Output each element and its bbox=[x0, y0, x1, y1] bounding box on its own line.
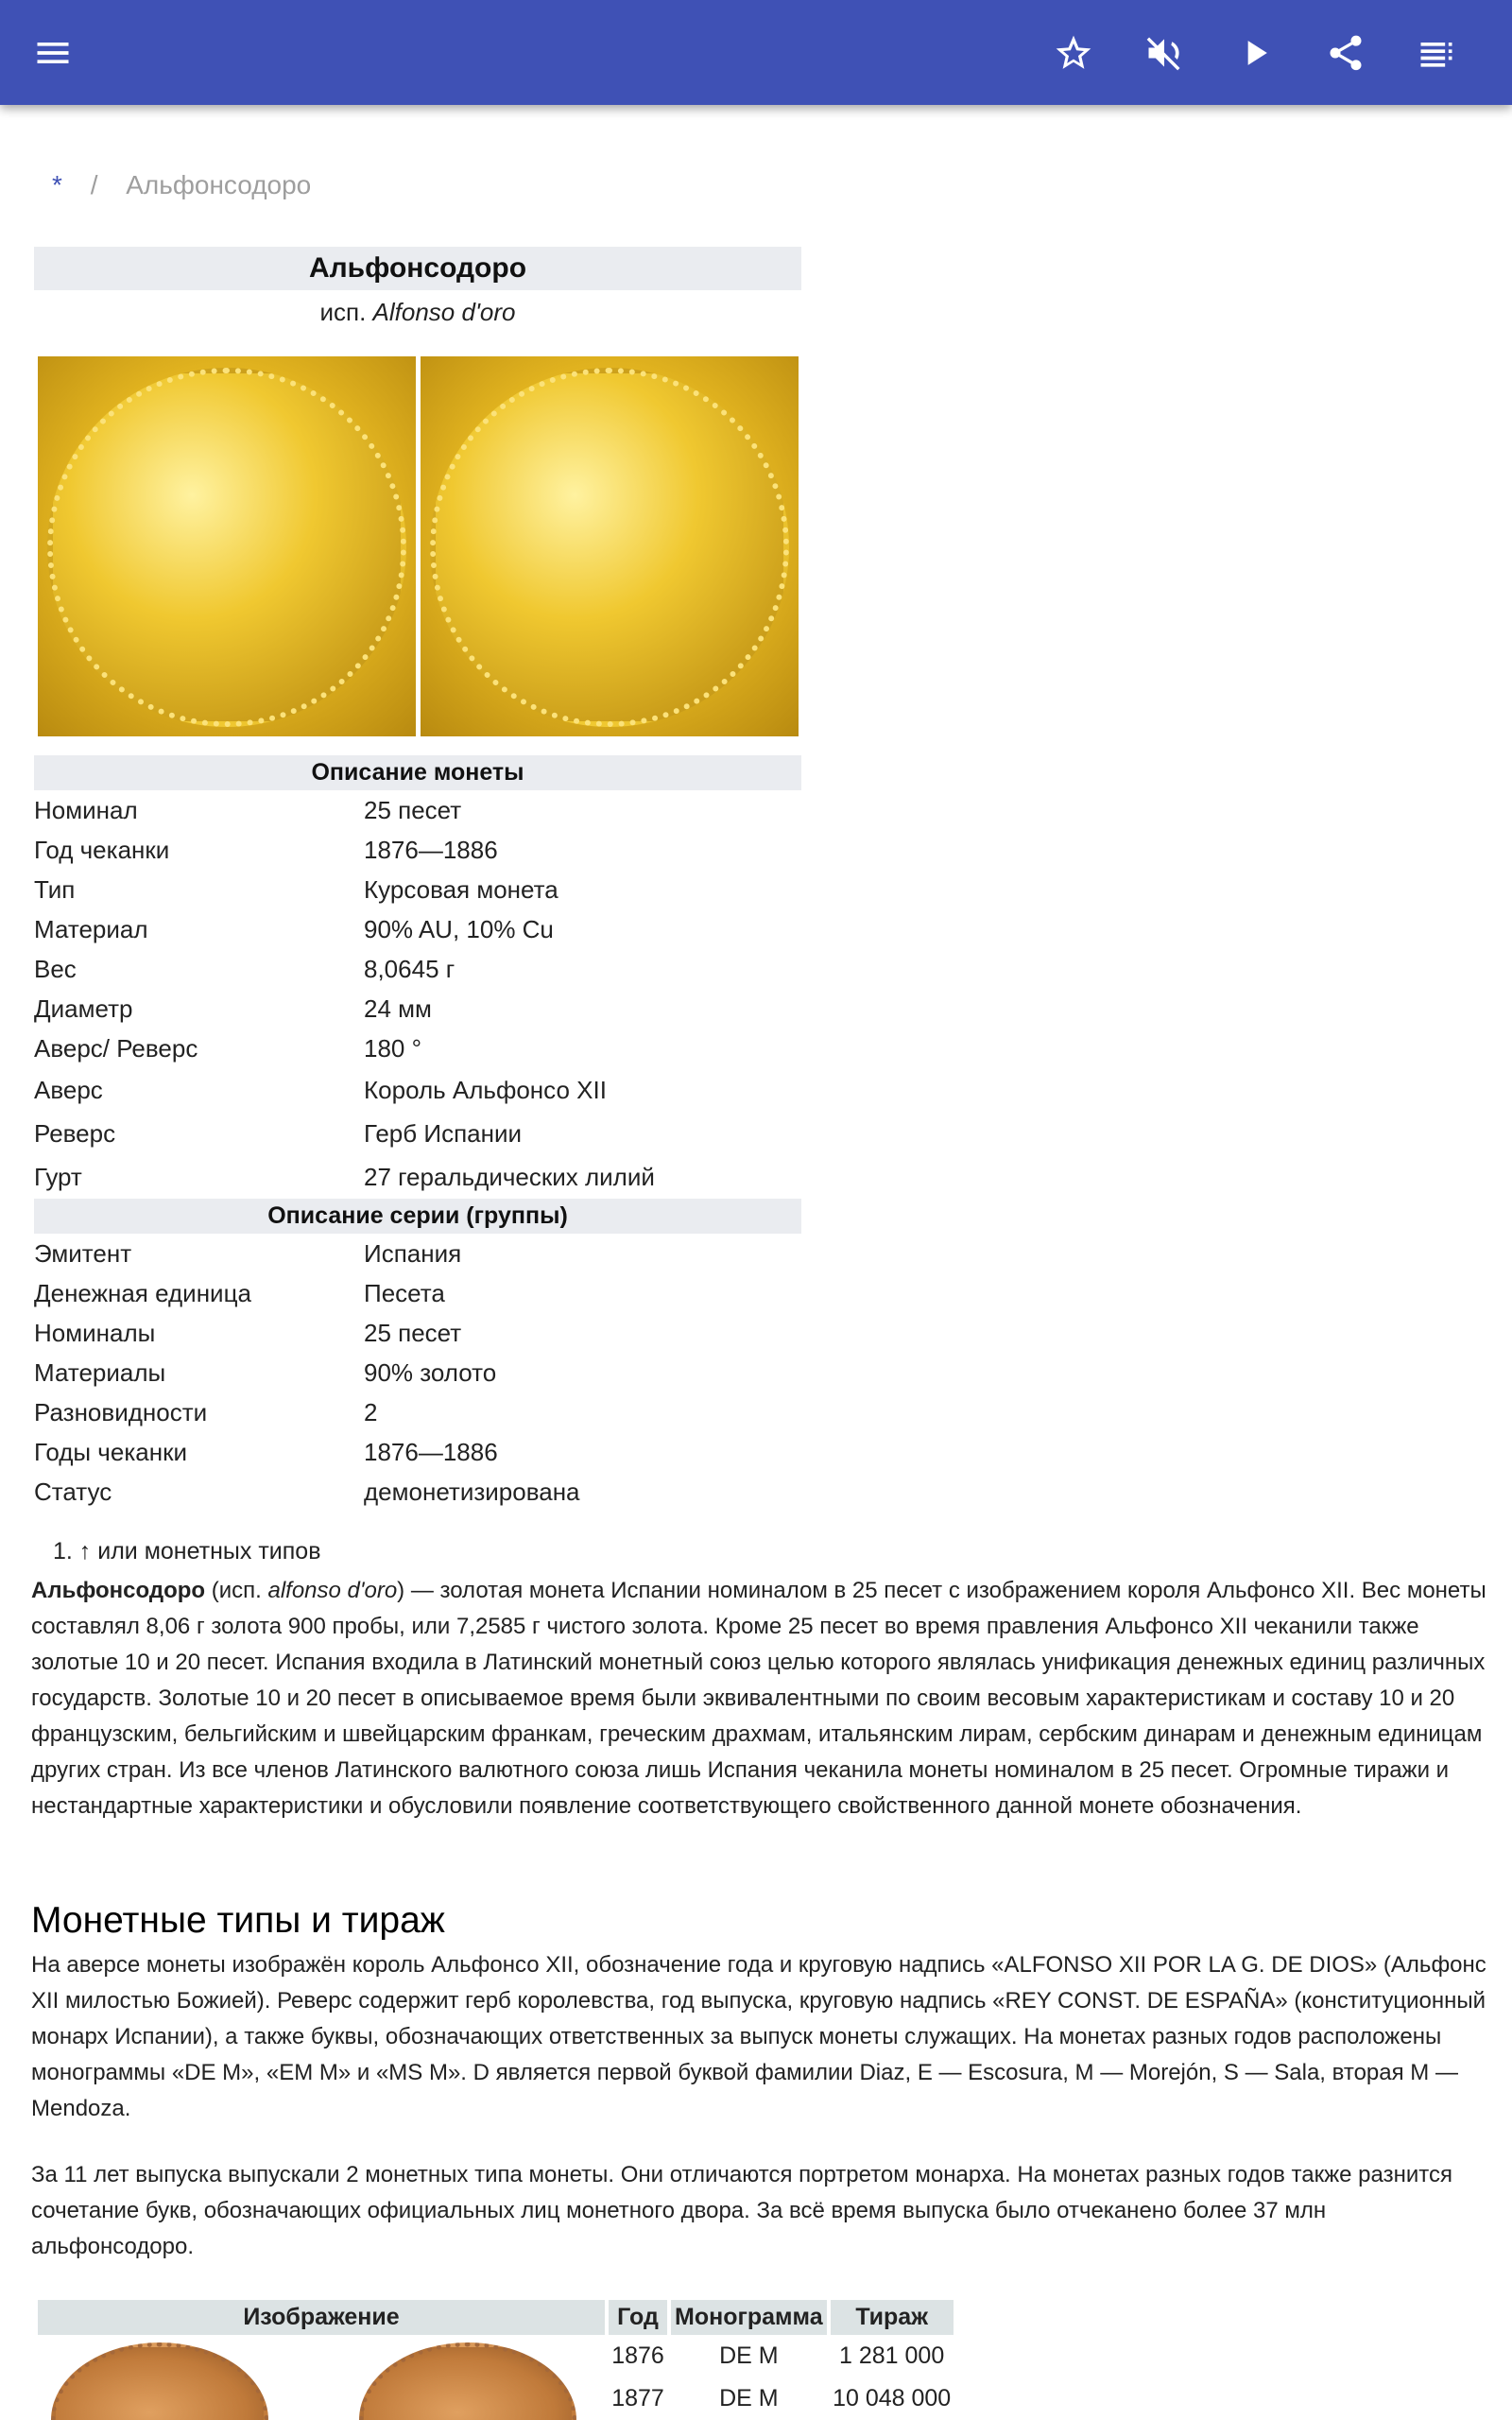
infobox-row bbox=[34, 909, 801, 949]
menu-icon[interactable] bbox=[30, 30, 76, 76]
row-value: 1876—1886 bbox=[364, 835, 498, 864]
footnote[interactable]: 1. ↑ или монетных типов bbox=[53, 1538, 321, 1564]
row-value: демонетизирована bbox=[364, 1477, 580, 1506]
coin-rows bbox=[34, 790, 801, 1199]
section-heading: Монетные типы и тираж bbox=[31, 1900, 445, 1941]
intro-bold: Альфонсодоро bbox=[31, 1578, 206, 1603]
subtitle-latin: Alfonso d'oro bbox=[372, 298, 516, 326]
row-value: Герб Испании bbox=[364, 1118, 523, 1148]
infobox-row bbox=[34, 1392, 801, 1432]
infobox-row bbox=[34, 870, 801, 909]
app-toolbar bbox=[0, 0, 1512, 105]
row-value: 27 геральдических лилий bbox=[364, 1162, 655, 1191]
intro-paragraph bbox=[31, 1573, 1486, 1824]
header-image: Изображение bbox=[38, 2300, 605, 2335]
infobox-row bbox=[34, 1234, 801, 1273]
play-icon[interactable] bbox=[1232, 30, 1278, 76]
series-description-header: Описание серии (группы) bbox=[34, 1199, 801, 1234]
row-label: Аверс/ Реверс bbox=[34, 1033, 198, 1063]
row-value: Песета bbox=[364, 1278, 445, 1307]
cell-monogram: DE M bbox=[719, 2342, 779, 2369]
infobox-row bbox=[34, 1112, 801, 1155]
row-value: 90% золото bbox=[364, 1357, 497, 1387]
cell-mintage: 1 281 000 bbox=[839, 2342, 945, 2369]
coin-type-reverse bbox=[359, 2342, 576, 2420]
intro-text: (исп. bbox=[205, 1578, 268, 1603]
coin-images bbox=[38, 356, 801, 736]
breadcrumb-home-link[interactable]: * bbox=[52, 170, 62, 199]
row-label: Эмитент bbox=[34, 1238, 132, 1268]
row-label: Годы чеканки bbox=[34, 1437, 187, 1466]
coin-description-header: Описание монеты bbox=[34, 755, 801, 790]
section-paragraph-1: На аверсе монеты изображён король Альфонсо XII, обозначение года и круговую надпись «ALFONSO XII POR LA G. DE DIOS» (Альфонс XII милостью Божией). Реверс содержит герб королевства, год выпуска, круговую надпись «REY CONST. DE ESPAÑA» (конституционный монарх Испании), а также буквы, обозначающих ответственных за выпуск монеты служащих. На монетах разных годов расположены монограммы «DE M», «EM M» и «MS M». D является первой буквой фамилии Diaz, E — Escosura, M — Morejón, S — Sala, вторая M — Mendoza. bbox=[31, 1952, 1486, 2121]
star-icon[interactable] bbox=[1051, 30, 1096, 76]
cell-monogram: DE M bbox=[719, 2385, 779, 2411]
breadcrumb-separator: / bbox=[90, 170, 98, 199]
infobox-subtitle bbox=[34, 298, 801, 336]
row-value: 2 bbox=[364, 1397, 378, 1426]
intro-italic: alfonso d'oro bbox=[267, 1578, 398, 1603]
row-value: Испания bbox=[364, 1238, 462, 1268]
row-value: 25 песет bbox=[364, 1318, 462, 1347]
series-rows bbox=[34, 1234, 801, 1512]
cell-mintage: 10 048 000 bbox=[833, 2385, 952, 2411]
share-icon[interactable] bbox=[1323, 30, 1368, 76]
infobox bbox=[34, 247, 801, 1512]
row-value: 90% AU, 10% Cu bbox=[364, 914, 554, 943]
infobox-title: Альфонсодоро bbox=[34, 247, 801, 290]
infobox-row bbox=[34, 1155, 801, 1199]
row-label: Диаметр bbox=[34, 994, 133, 1023]
coin-reverse-image[interactable] bbox=[421, 356, 799, 736]
infobox-row bbox=[34, 830, 801, 870]
row-label: Номинал bbox=[34, 795, 138, 824]
cell-year: 1876 bbox=[611, 2342, 664, 2369]
row-label: Денежная единица bbox=[34, 1278, 251, 1307]
row-value: 180 ° bbox=[364, 1033, 422, 1063]
infobox-row bbox=[34, 1353, 801, 1392]
list-icon[interactable] bbox=[1414, 30, 1459, 76]
infobox-row bbox=[34, 1028, 801, 1068]
header-monogram: Монограмма bbox=[671, 2300, 827, 2335]
infobox-row bbox=[34, 1273, 801, 1313]
row-value: 24 мм bbox=[364, 994, 432, 1023]
table-row bbox=[38, 2335, 954, 2377]
row-value: Курсовая монета bbox=[364, 874, 558, 904]
volume-off-icon[interactable] bbox=[1142, 30, 1187, 76]
infobox-row bbox=[34, 989, 801, 1028]
infobox-row bbox=[34, 1313, 801, 1353]
breadcrumb-current: Альфонсодоро bbox=[126, 170, 312, 199]
intro-rest: ) — золотая монета Испании номиналом в 25 песет с изображением короля Альфонсо XII. Вес монеты составлял 8,06 г золота 900 пробы, или 7,2585 г чистого золота. Кроме 25 песет во время правления Альфонсо XII чеканили также золотые 10 и 20 песет. Испания входила в Латинский монетный союз целью которого являлась унификация денежных единиц различных государств. Золотые 10 и 20 песет в описываемое время были эквивалентными по своим весовым характеристикам и составу 10 и 20 французским, бельгийским и швейцарским франкам, греческим драхмам, итальянским лирам, сербским динарам и денежным единицам других стран. Из все членов Латинского валютного союза лишь Испания чеканила монеты номиналом в 25 песет. Огромные тиражи и нестандартные характеристики и обусловили появление соответствующего свойственного данной монете обозначения. bbox=[31, 1578, 1486, 1819]
row-label: Номиналы bbox=[34, 1318, 156, 1347]
row-value: 25 песет bbox=[364, 795, 462, 824]
section-paragraph-2: За 11 лет выпуска выпускали 2 монетных типа монеты. Они отличаются портретом монарха. На монетах разных годов также разнится сочетание букв, обозначающих официальных лиц монетного двора. За всё время выпуска было отчеканено более 37 млн альфонсодоро. bbox=[31, 2162, 1452, 2259]
infobox-row bbox=[34, 1068, 801, 1112]
infobox-row bbox=[34, 790, 801, 830]
row-value: 8,0645 г bbox=[364, 954, 455, 983]
header-mintage: Тираж bbox=[831, 2300, 954, 2335]
coin-type-obverse bbox=[51, 2342, 268, 2420]
row-value: 1876—1886 bbox=[364, 1437, 498, 1466]
header-year: Год bbox=[609, 2300, 667, 2335]
row-label: Статус bbox=[34, 1477, 112, 1506]
row-label: Гурт bbox=[34, 1162, 82, 1191]
row-label: Материал bbox=[34, 914, 148, 943]
coin-obverse-image[interactable] bbox=[38, 356, 416, 736]
row-label: Год чеканки bbox=[34, 835, 170, 864]
row-label: Аверс bbox=[34, 1075, 103, 1104]
row-label: Разновидности bbox=[34, 1397, 208, 1426]
coin-types-table bbox=[34, 2300, 957, 2420]
row-label: Материалы bbox=[34, 1357, 166, 1387]
infobox-row bbox=[34, 1432, 801, 1472]
breadcrumb bbox=[52, 170, 311, 200]
coin-type-image bbox=[38, 2335, 605, 2420]
row-label: Тип bbox=[34, 874, 76, 904]
subtitle-prefix: исп. bbox=[319, 298, 373, 326]
infobox-row bbox=[34, 1472, 801, 1512]
row-label: Реверс bbox=[34, 1118, 116, 1148]
row-value: Король Альфонсо XII bbox=[364, 1075, 607, 1104]
cell-year: 1877 bbox=[611, 2385, 664, 2411]
row-label: Вес bbox=[34, 954, 77, 983]
infobox-row bbox=[34, 949, 801, 989]
